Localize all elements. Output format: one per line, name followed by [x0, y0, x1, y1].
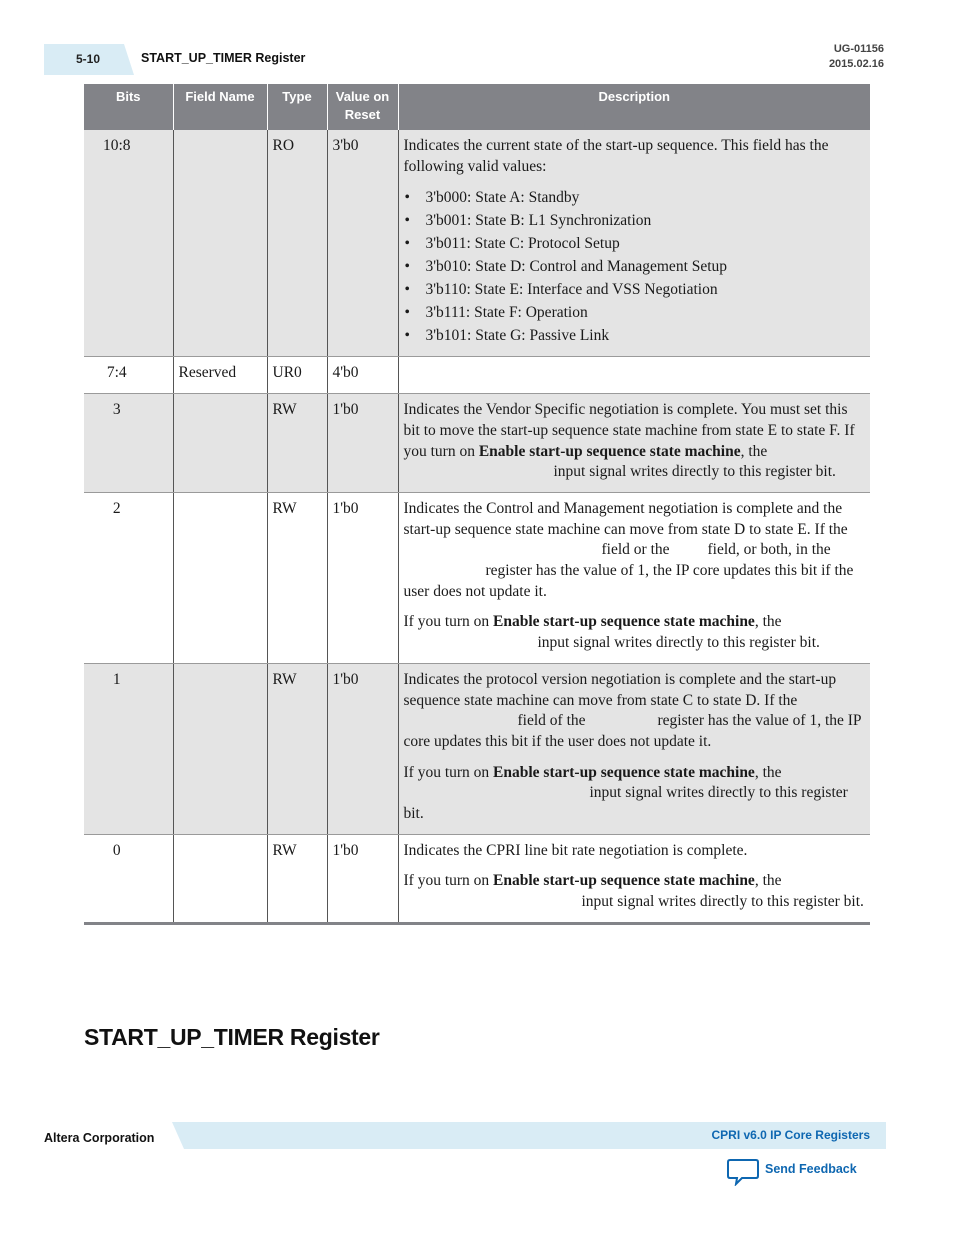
table-row	[84, 492, 870, 663]
cell-type: RW	[267, 834, 327, 923]
text-run: field or the	[601, 541, 670, 559]
running-title: START_UP_TIMER Register	[141, 51, 306, 65]
cell-reset: 1'b0	[327, 492, 398, 663]
table-row	[84, 394, 870, 493]
doc-info	[829, 42, 884, 72]
text-run: Indicates the Control and Management negotiation is complete and the start-up sequence state machine can move from state D to state E. If the	[403, 499, 848, 538]
cell-type: UR0	[267, 357, 327, 394]
description-text	[404, 400, 866, 483]
description-text	[404, 871, 866, 912]
cell-reset: 3'b0	[327, 130, 398, 357]
table-row	[84, 663, 870, 834]
table-header-row	[84, 84, 870, 130]
text-run: If you turn on	[403, 613, 494, 631]
cell-reset: 1'b0	[327, 663, 398, 834]
list-item: • 3'b001: State B: L1 Synchronization	[426, 209, 866, 232]
table-row	[84, 834, 870, 923]
option-name: Enable start-up sequence state machine	[493, 613, 755, 631]
page-number: 5-10	[75, 52, 101, 66]
footer-company: Altera Corporation	[44, 1131, 155, 1145]
cell-type: RO	[267, 130, 327, 357]
text-run: , the	[740, 442, 768, 460]
text-run: input signal writes directly to this register bit.	[553, 463, 836, 481]
text-run: If you turn on	[403, 763, 494, 781]
text-run: input signal writes directly to this register bit.	[403, 784, 848, 823]
text-run: register has the value of 1, the IP core updates this bit if the user does not update it.	[403, 712, 861, 750]
section-heading: START_UP_TIMER Register	[84, 1024, 380, 1050]
option-name: Enable start-up sequence state machine	[493, 872, 755, 890]
text-run: , the	[754, 872, 782, 890]
text-run: register has the value of 1, the IP core updates this bit if the user does not update it.	[403, 562, 854, 600]
text-run: , the	[754, 763, 782, 781]
cell-description	[398, 834, 870, 923]
cell-description	[398, 663, 870, 834]
text-run: Indicates the Vendor Specific negotiation is complete. You must set this bit to move the start-up sequence state machine from state E to state F. If you turn on	[403, 401, 855, 460]
description-text	[404, 670, 866, 753]
list-item: • 3'b101: State G: Passive Link	[426, 324, 866, 347]
column-header-field-name: Field Name	[173, 84, 267, 130]
cell-field: Reserved	[173, 357, 267, 394]
cell-reset: 1'b0	[327, 394, 398, 493]
text-run: , the	[754, 613, 782, 631]
list-item: • 3'b110: State E: Interface and VSS Negotiation	[426, 278, 866, 301]
description-text	[404, 763, 866, 825]
list-item: • 3'b011: State C: Protocol Setup	[426, 232, 866, 255]
cell-field	[173, 834, 267, 923]
cell-type: RW	[267, 394, 327, 493]
text-run: If you turn on	[403, 872, 494, 890]
speech-bubble-icon[interactable]	[727, 1158, 759, 1186]
cell-reset: 4'b0	[327, 357, 398, 394]
description-text: Indicates the current state of the start-up sequence. This field has the following valid values:	[403, 137, 829, 175]
text-run: Indicates the protocol version negotiation is complete and the start-up sequence state machine can move from state C to state D. If the	[403, 670, 837, 709]
send-feedback-label[interactable]: Send Feedback	[765, 1162, 857, 1176]
cell-bits: 7:4	[84, 357, 173, 394]
list-item: • 3'b000: State A: Standby	[426, 186, 866, 209]
table-row	[84, 130, 870, 357]
cell-description	[398, 130, 870, 357]
cell-bits: 3	[84, 394, 173, 493]
cell-field	[173, 663, 267, 834]
state-list	[404, 186, 866, 347]
column-header-bits: Bits	[84, 84, 173, 130]
cell-description	[398, 394, 870, 493]
text-run: input signal writes directly to this register bit.	[581, 893, 864, 911]
cell-bits: 0	[84, 834, 173, 923]
list-item: • 3'b010: State D: Control and Management Setup	[426, 255, 866, 278]
option-name: Enable start-up sequence state machine	[493, 763, 755, 781]
option-name: Enable start-up sequence state machine	[478, 442, 741, 460]
column-header-reset: Value on Reset	[327, 84, 398, 130]
text-run: field, or both, in the	[707, 541, 831, 559]
column-header-description: Description	[398, 84, 870, 130]
cell-field	[173, 394, 267, 493]
footer-doc-title[interactable]: CPRI v6.0 IP Core Registers	[711, 1128, 870, 1142]
cell-bits: 10:8	[84, 130, 173, 357]
list-item: • 3'b111: State F: Operation	[426, 301, 866, 324]
cell-type: RW	[267, 663, 327, 834]
description-text: Indicates the CPRI line bit rate negotiation is complete.	[403, 841, 748, 859]
cell-field	[173, 492, 267, 663]
cell-field	[173, 130, 267, 357]
description-text	[404, 499, 866, 603]
description-text	[404, 612, 866, 653]
text-run: input signal writes directly to this register bit.	[537, 634, 820, 652]
cell-reset: 1'b0	[327, 834, 398, 923]
register-table	[84, 84, 870, 925]
cell-bits: 2	[84, 492, 173, 663]
text-run: field of the	[517, 712, 586, 730]
cell-description	[398, 357, 870, 394]
cell-type: RW	[267, 492, 327, 663]
cell-bits: 1	[84, 663, 173, 834]
doc-id: UG-01156	[833, 43, 884, 55]
table-row	[84, 357, 870, 394]
column-header-type: Type	[267, 84, 327, 130]
cell-description	[398, 492, 870, 663]
doc-date: 2015.02.16	[828, 58, 884, 70]
